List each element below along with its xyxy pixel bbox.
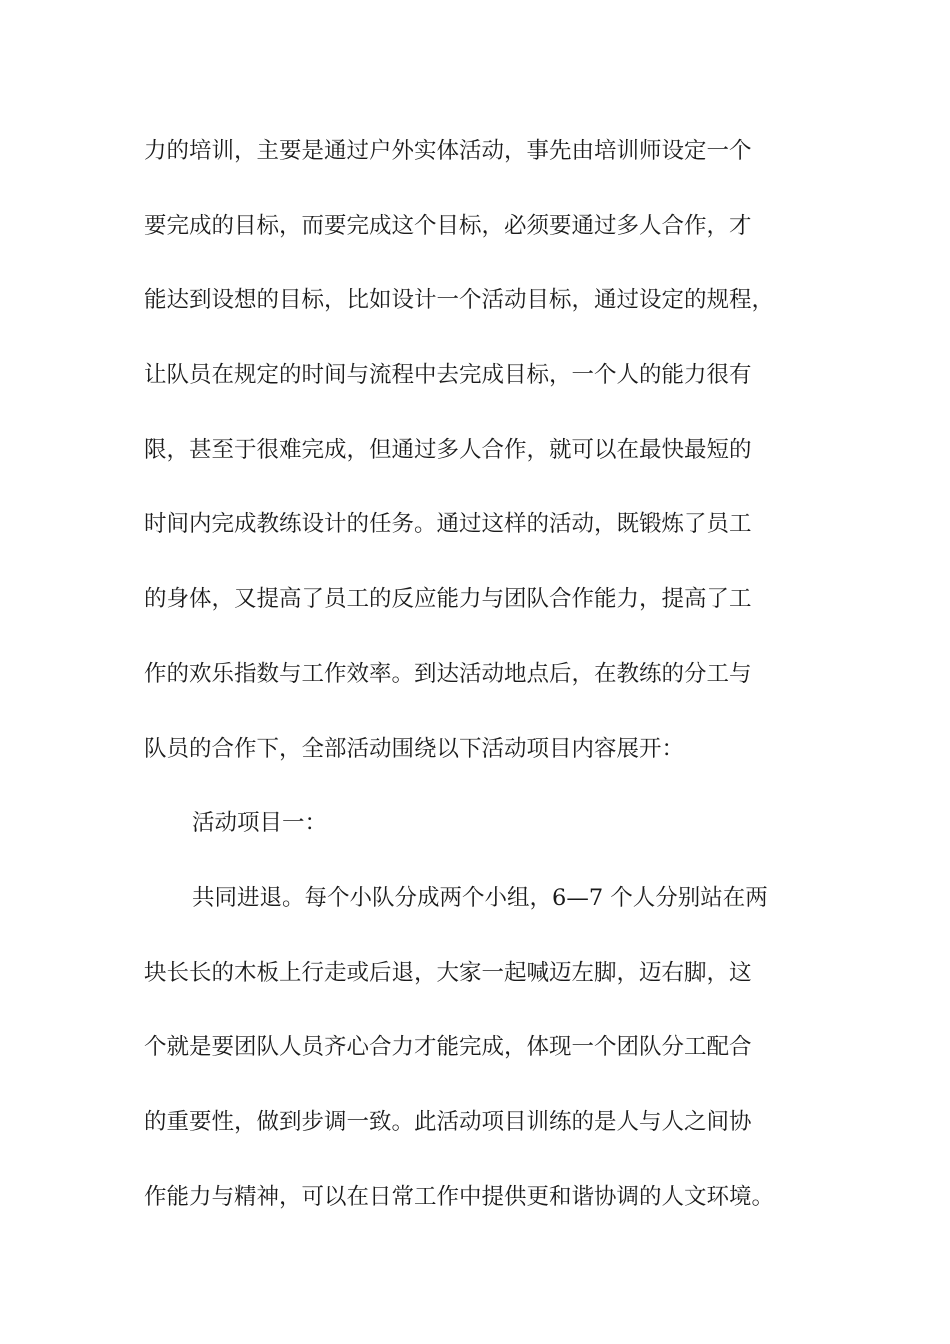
text-line: 限，甚至于很难完成，但通过多人合作，就可以在最快最短的 (144, 436, 752, 463)
text-line: 能达到设想的目标，比如设计一个活动目标，通过设定的规程， (144, 287, 775, 314)
text-line: 时间内完成教练设计的任务。通过这样的活动，既锻炼了员工 (144, 511, 752, 538)
section-heading: 活动项目一： (192, 810, 328, 837)
text-line: 力的培训，主要是通过户外实体活动，事先由培训师设定一个 (144, 138, 752, 164)
text-line: 作的欢乐指数与工作效率。到达活动地点后，在教练的分工与 (144, 660, 752, 687)
text-line: 个就是要团队人员齐心合力才能完成，体现一个团队分工配合 (144, 1034, 752, 1061)
text-line: 作能力与精神，可以在日常工作中提供更和谐协调的人文环境。 (144, 1183, 775, 1210)
body-text (144, 128, 824, 1248)
text-line: 共同进退。每个小队分成两个小组，6—7 个人分别站在两 (192, 884, 768, 911)
text-line: 让队员在规定的时间与流程中去完成目标，一个人的能力很有 (144, 362, 752, 389)
text-line: 的身体，又提高了员工的反应能力与团队合作能力，提高了工 (144, 586, 752, 613)
text-line: 要完成的目标，而要完成这个目标，必须要通过多人合作，才 (144, 212, 752, 239)
text-line: 队员的合作下，全部活动围绕以下活动项目内容展开： (144, 735, 685, 762)
text-line: 块长长的木板上行走或后退，大家一起喊迈左脚，迈右脚，这 (144, 959, 752, 986)
text-line: 的重要性，做到步调一致。此活动项目训练的是人与人之间协 (144, 1108, 752, 1135)
